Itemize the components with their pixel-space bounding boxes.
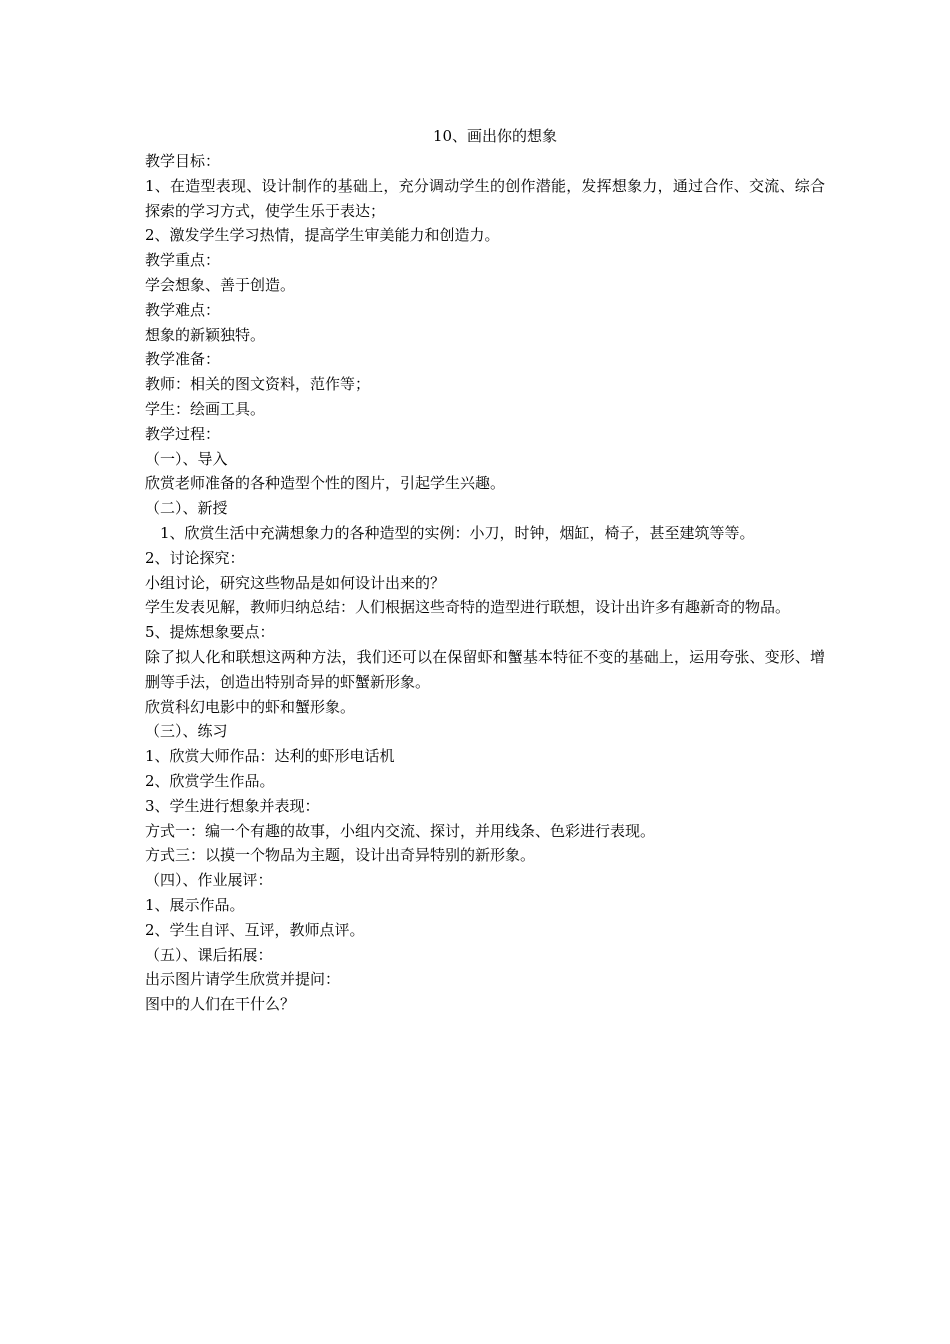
exhibition-step-2: 2、学生自评、互评，教师点评。 [145,920,365,939]
practice-step-3: 3、学生进行想象并表现： [145,796,320,815]
key-point-text: 学会想象、善于创造。 [145,275,296,294]
heading-process: 教学过程： [145,424,221,443]
heading-difficulties: 教学难点： [145,300,221,319]
method-three: 方式三：以摸一个物品为主题，设计出奇异特别的新形象。 [145,846,536,865]
new-lesson-step-5: 5、提炼想象要点： [145,623,275,642]
group-discussion-text: 小组讨论，研究这些物品是如何设计出来的？ [145,573,446,592]
extension-question: 图中的人们在干什么？ [145,995,296,1014]
extension-text: 出示图片请学生欣赏并提问： [145,970,341,989]
student-opinion-text: 学生发表见解，教师归纳总结：人们根据这些奇特的造型进行联想，设计出许多有趣新奇的物品。 [145,598,791,617]
objective-2: 2、激发学生学习热情，提高学生审美能力和创造力。 [145,226,500,245]
document-page [145,124,825,1017]
practice-step-1: 1、欣赏大师作品：达利的虾形电话机 [145,747,395,766]
new-lesson-step-2: 2、讨论探究： [145,548,245,567]
heading-objectives: 教学目标： [145,152,221,170]
difficulty-text: 想象的新颖独特。 [145,325,266,344]
section-new-lesson: （二）、新授 [145,499,228,518]
section-exhibition: （四）、作业展评： [145,871,273,890]
method-text: 除了拟人化和联想这两种方法，我们还可以在保留虾和蟹基本特征不变的基础上，运用夸张、变形、增删等手法，创造出特别奇异的虾蟹新形象。 [145,647,825,691]
section-extension: （五）、课后拓展： [145,945,273,964]
preparation-teacher: 教师：相关的图文资料，范作等； [145,375,371,394]
new-lesson-step-1: 1、欣赏生活中充满想象力的各种造型的实例：小刀，时钟，烟缸，椅子，甚至建筑等等。 [160,523,755,542]
objective-1: 1、在造型表现、设计制作的基础上，充分调动学生的创作潜能，发挥想象力，通过合作、交流、综合探索的学习方式，使学生乐于表达； [145,176,825,220]
intro-text: 欣赏老师准备的各种造型个性的图片，引起学生兴趣。 [145,474,506,493]
section-intro: （一）、导入 [145,449,228,468]
preparation-student: 学生：绘画工具。 [145,399,266,418]
document-title: 10、画出你的想象 [432,127,558,145]
heading-preparation: 教学准备： [145,350,221,369]
practice-step-2: 2、欣赏学生作品。 [145,771,275,790]
section-practice: （三）、练习 [145,722,228,741]
heading-key-points: 教学重点： [145,251,221,270]
sci-fi-text: 欣赏科幻电影中的虾和蟹形象。 [145,697,356,716]
method-one: 方式一：编一个有趣的故事，小组内交流、探讨，并用线条、色彩进行表现。 [145,821,656,840]
exhibition-step-1: 1、展示作品。 [145,895,245,914]
